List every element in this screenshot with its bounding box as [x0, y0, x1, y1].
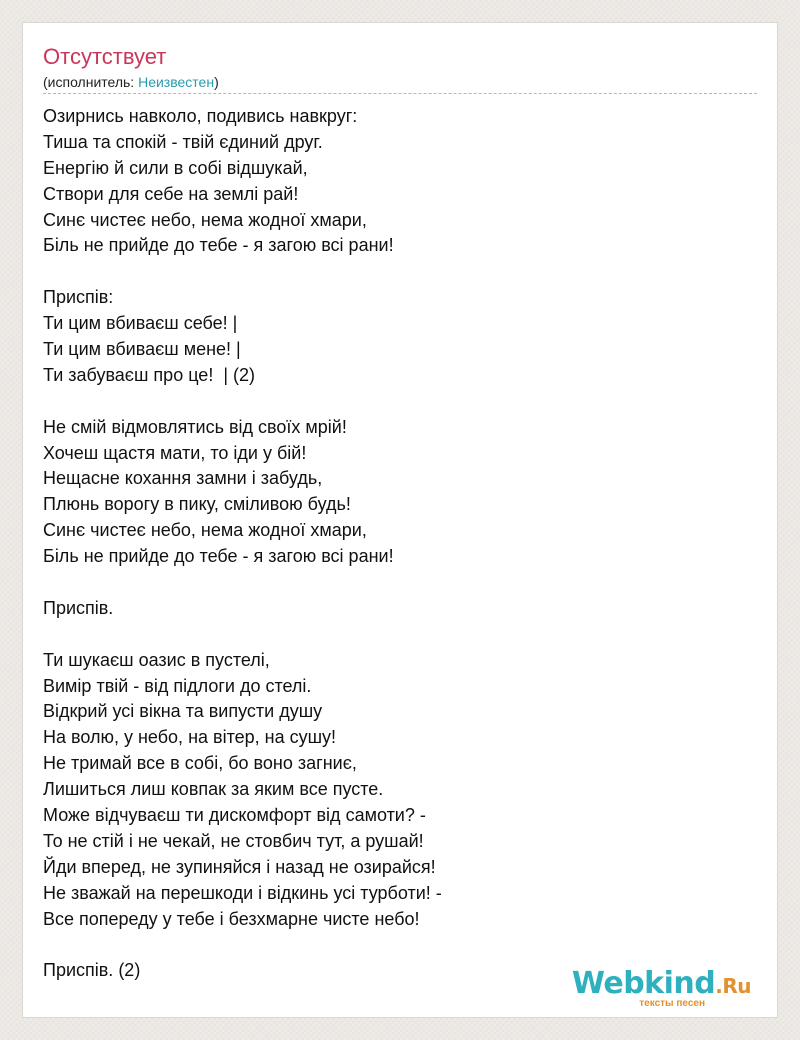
lyric-line: Біль не прийде до тебе - я загою всі рани!: [43, 235, 394, 256]
lyric-line: Не тримай все в собі, бо воно загниє,: [43, 753, 357, 774]
lyrics-card: [22, 22, 778, 1018]
lyric-line: Вимір твій - від підлоги до стелі.: [43, 675, 312, 696]
logo-suffix: .Ru: [715, 974, 751, 998]
lyric-blank-line: [43, 570, 743, 596]
artist-link[interactable]: Неизвестен: [138, 74, 215, 90]
lyric-line: То не стій і не чекай, не стовбич тут, а рушай!: [43, 830, 424, 851]
lyrics-text: [43, 104, 743, 984]
lyric-line: Ти забуваєш про це! | (2): [43, 364, 256, 385]
lyric-line: Синє чистеє небо, нема жодної хмари,: [43, 209, 367, 230]
lyric-line: На волю, у небо, на вітер, на сушу!: [43, 727, 337, 748]
lyric-line: Озирнись навколо, подивись навкруг:: [43, 106, 358, 126]
lyric-line: Біль не прийде до тебе - я загою всі рани!: [43, 546, 394, 567]
logo-tagline: тексты песен: [639, 998, 705, 1009]
lyric-line: Ти цим вбиваєш себе! |: [43, 313, 238, 334]
lyric-line: Приспів. (2): [43, 960, 141, 981]
lyric-blank-line: [43, 259, 743, 285]
artist-suffix: ): [214, 74, 219, 90]
lyric-line: Не зважай на перешкоди і відкинь усі турботи! -: [43, 882, 442, 903]
lyric-blank-line: [43, 389, 743, 415]
logo-name: Webkind: [571, 966, 716, 1001]
lyric-line: Відкрий усі вікна та випусти душу: [43, 701, 323, 722]
lyric-line: Плюнь ворогу в пику, сміливою будь!: [43, 494, 351, 515]
lyric-line: Нещасне кохання замни і забудь,: [43, 468, 323, 489]
lyric-line: Хочеш щастя мати, то іди у бій!: [43, 442, 307, 463]
lyric-blank-line: [43, 622, 743, 648]
lyric-line: Створи для себе на землі рай!: [43, 183, 299, 204]
song-title: Отсутствует: [43, 44, 167, 69]
lyric-line: Приспів:: [43, 287, 114, 308]
lyric-line: Приспів.: [43, 597, 114, 618]
lyric-line: Синє чистеє небо, нема жодної хмари,: [43, 520, 367, 541]
artist-prefix: (исполнитель:: [43, 74, 139, 90]
title-divider: [43, 93, 757, 94]
lyric-line: Не смій відмовлятись від своїх мрій!: [43, 416, 347, 437]
lyric-line: Енергію й сили в собі відшукай,: [43, 157, 308, 178]
lyric-line: Лишиться лиш ковпак за яким все пусте.: [43, 779, 384, 800]
lyric-line: Ти цим вбиваєш мене! |: [43, 339, 241, 360]
lyric-line: Тиша та спокій - твій єдиний друг.: [43, 131, 323, 152]
lyric-blank-line: [43, 933, 743, 959]
lyric-line: Ти шукаєш оазис в пустелі,: [43, 649, 270, 670]
lyric-line: Все попереду у тебе і безхмарне чисте небо!: [43, 908, 420, 929]
artist-line: [43, 73, 219, 91]
site-logo[interactable]: [551, 967, 751, 1011]
lyric-line: Може відчуваєш ти дискомфорт від самоти? -: [43, 805, 426, 826]
lyric-line: Йди вперед, не зупиняйся і назад не озирайся!: [43, 856, 436, 877]
